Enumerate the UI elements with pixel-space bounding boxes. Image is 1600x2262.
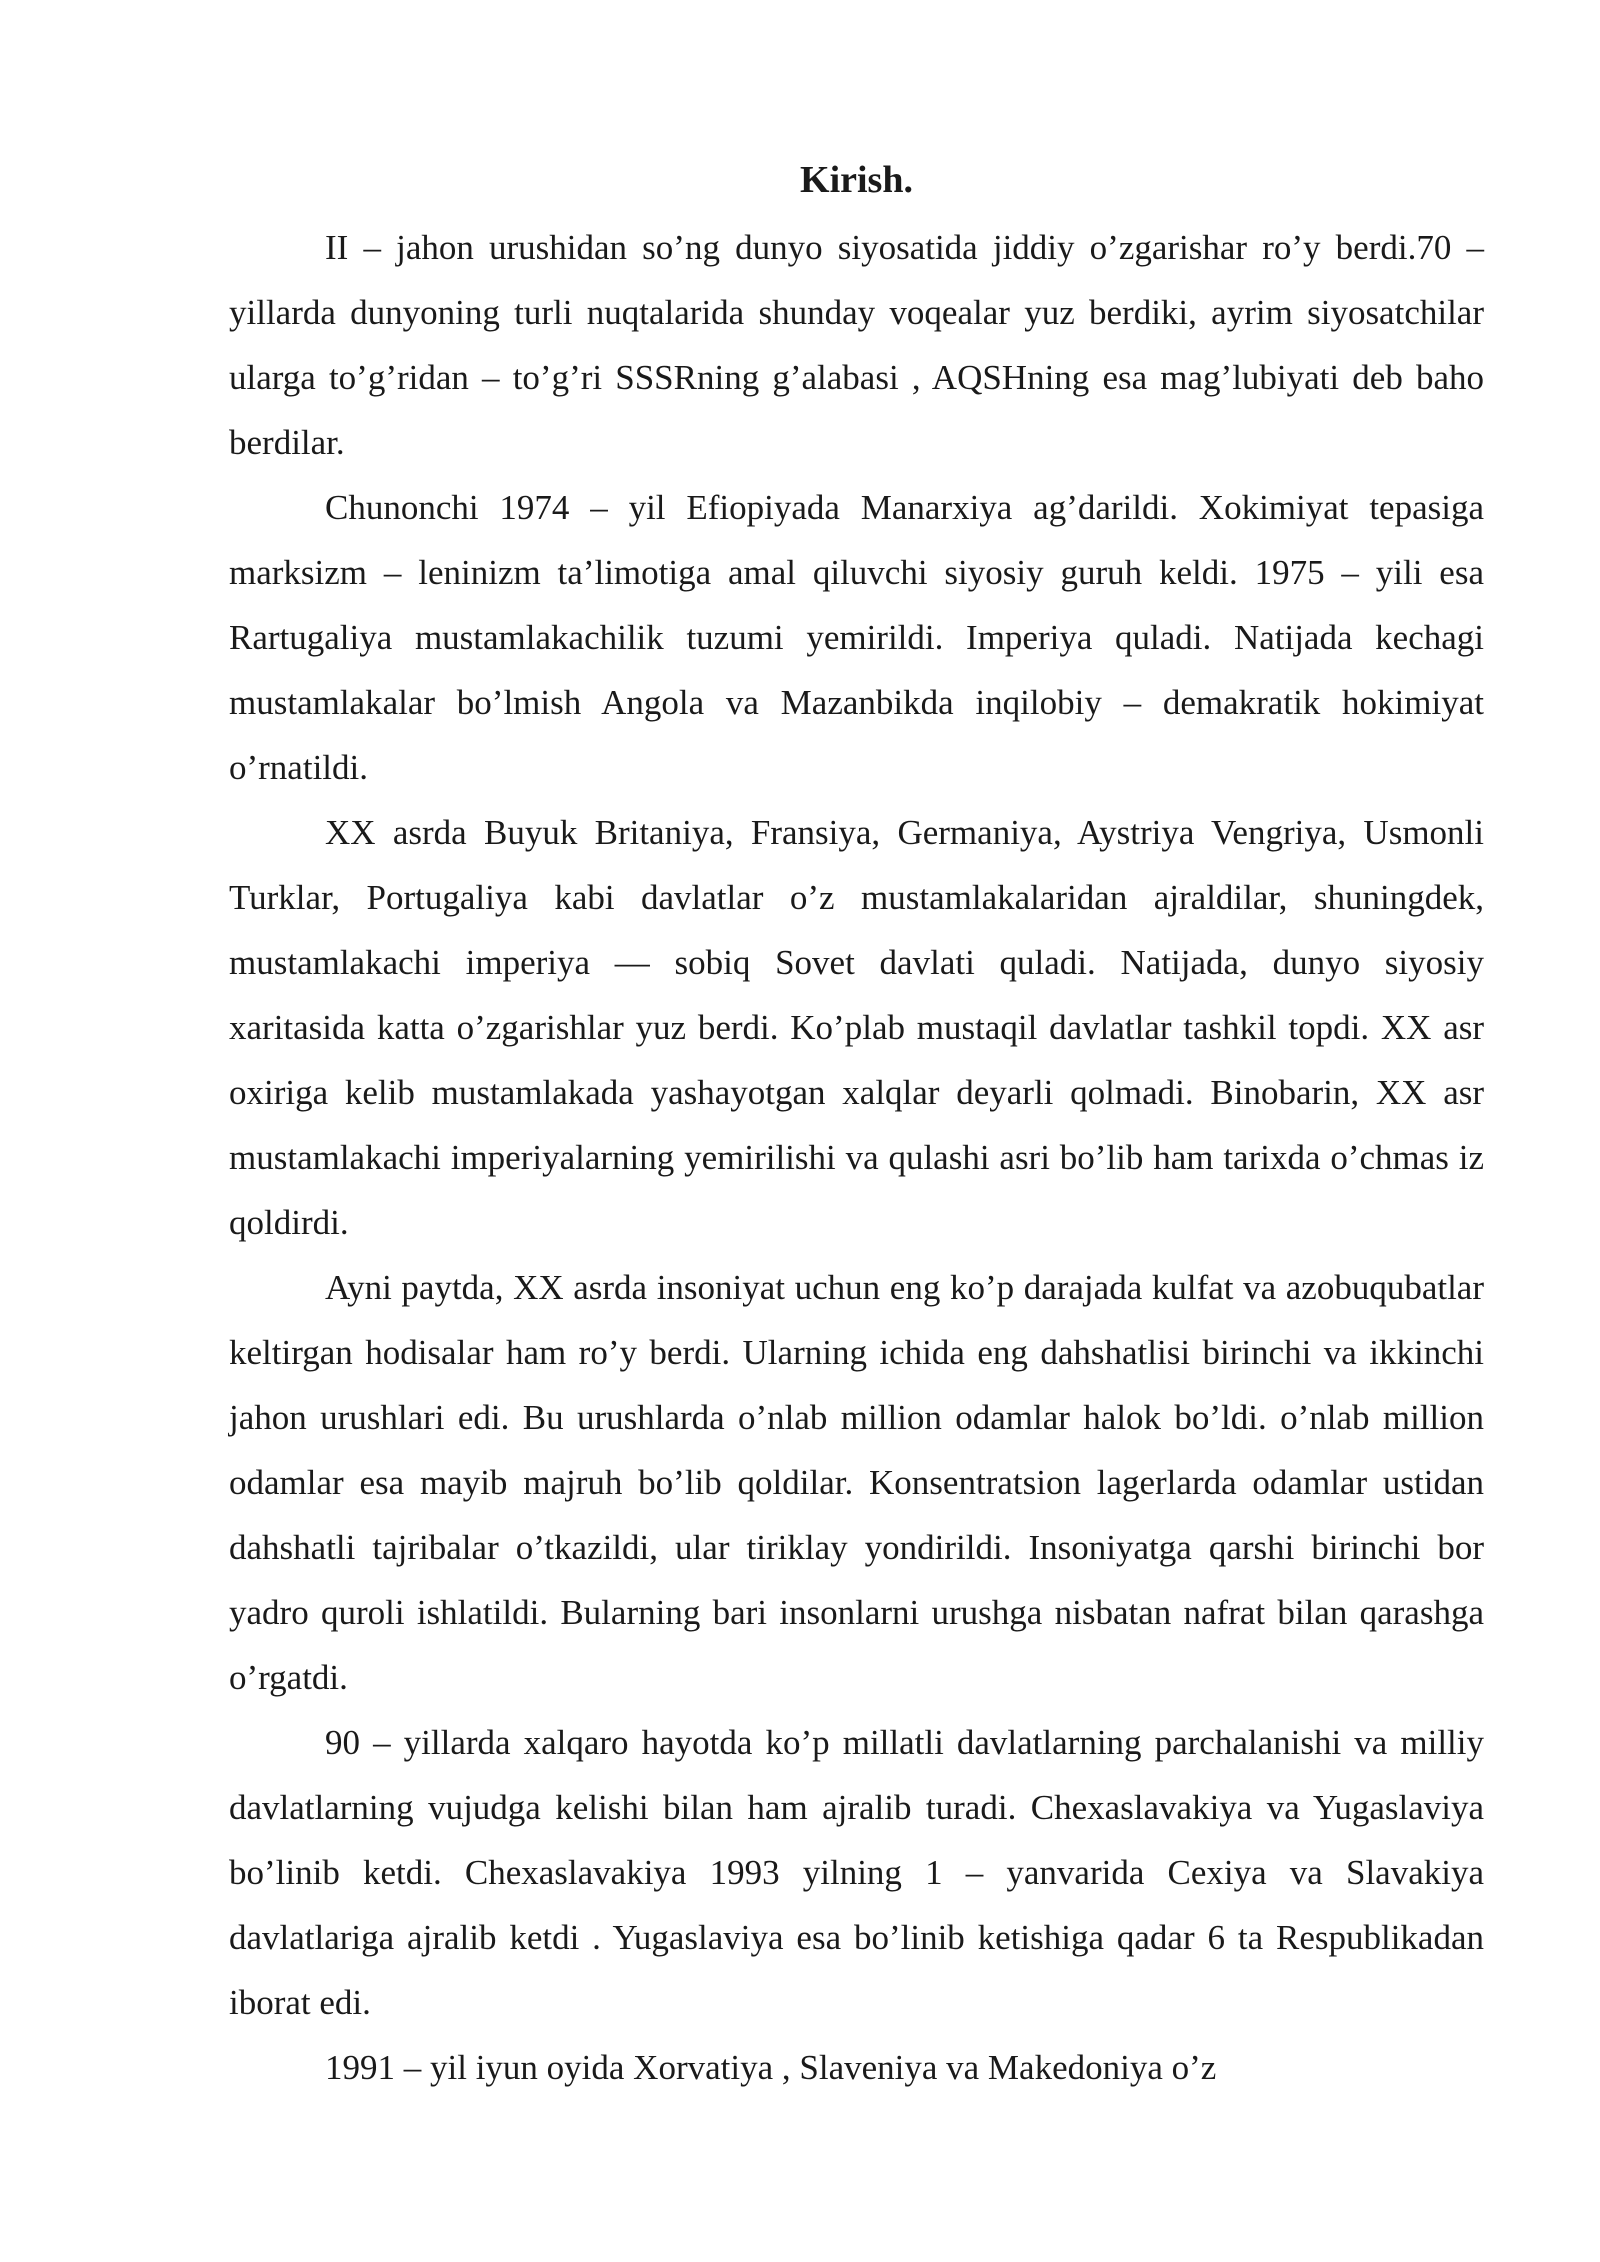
paragraph: XX asrda Buyuk Britaniya, Fransiya, Germaniya, Aystriya Vengriya, Usmonli Turklar, Portugaliya kabi davlatlar o’z mustamlakalaridan ajraldilar, shuningdek, mustamlakachi imperiya — sobiq Sovet davlati quladi. Natijada, dunyo siyosiy xaritasida katta o’zgarishlar yuz berdi. Ko’plab mustaqil davlatlar tashkil topdi. XX asr oxiriga kelib mustamlakada yashayotgan xalqlar deyarli qolmadi. Binobarin, XX asr mustamlakachi imperiyalarning yemirilishi va qulashi asri bo’lib ham tarixda o’chmas iz qoldirdi. — [229, 813, 1484, 1242]
paragraph: II – jahon urushidan so’ng dunyo siyosatida jiddiy o’zgarishar ro’y berdi.70 – yillarda dunyoning turli nuqtalarida shunday voqealar yuz berdiki, ayrim siyosatchilar ularga to’g’ridan – to’g’ri SSSRning g’alabasi , AQSHning esa mag’lubiyati deb baho berdilar. — [229, 228, 1484, 462]
paragraph: Ayni paytda, XX asrda insoniyat uchun eng ko’p darajada kulfat va azobuqubatlar keltirgan hodisalar ham ro’y berdi. Ularning ichida eng dahshatlisi birinchi va ikkinchi jahon urushlari edi. Bu urushlarda o’nlab million odamlar halok bo’ldi. o’nlab million odamlar esa mayib majruh bo’lib qoldilar. Konsentratsion lagerlarda odamlar ustidan dahshatli tajribalar o’tkazildi, ular tiriklay yondirildi. Insoniyatga qarshi birinchi bor yadro quroli ishlatildi. Bularning bari insonlarni urushga nisbatan nafrat bilan qarashga o’rgatdi. — [229, 1268, 1484, 1697]
paragraph: 1991 – yil iyun oyida Xorvatiya , Slaveniya va Makedoniya o’z — [325, 2048, 1217, 2087]
document-page — [229, 150, 1484, 2100]
paragraph: 90 – yillarda xalqaro hayotda ko’p millatli davlatlarning parchalanishi va milliy davlatlarning vujudga kelishi bilan ham ajralib turadi. Chexaslavakiya va Yugaslaviya bo’linib ketdi. Chexaslavakiya 1993 yilning 1 – yanvarida Cexiya va Slavakiya davlatlariga ajralib ketdi . Yugaslaviya esa bo’linib ketishiga qadar 6 ta Respublikadan iborat edi. — [229, 1723, 1484, 2022]
document-title: Kirish. — [800, 159, 913, 201]
paragraph: Chunonchi 1974 – yil Efiopiyada Manarxiya ag’darildi. Xokimiyat tepasiga marksizm – leninizm ta’limotiga amal qiluvchi siyosiy guruh keldi. 1975 – yili esa Rartugaliya mustamlakachilik tuzumi yemirildi. Imperiya quladi. Natijada kechagi mustamlakalar bo’lmish Angola va Mazanbikda inqilobiy – demakratik hokimiyat o’rnatildi. — [229, 488, 1484, 787]
